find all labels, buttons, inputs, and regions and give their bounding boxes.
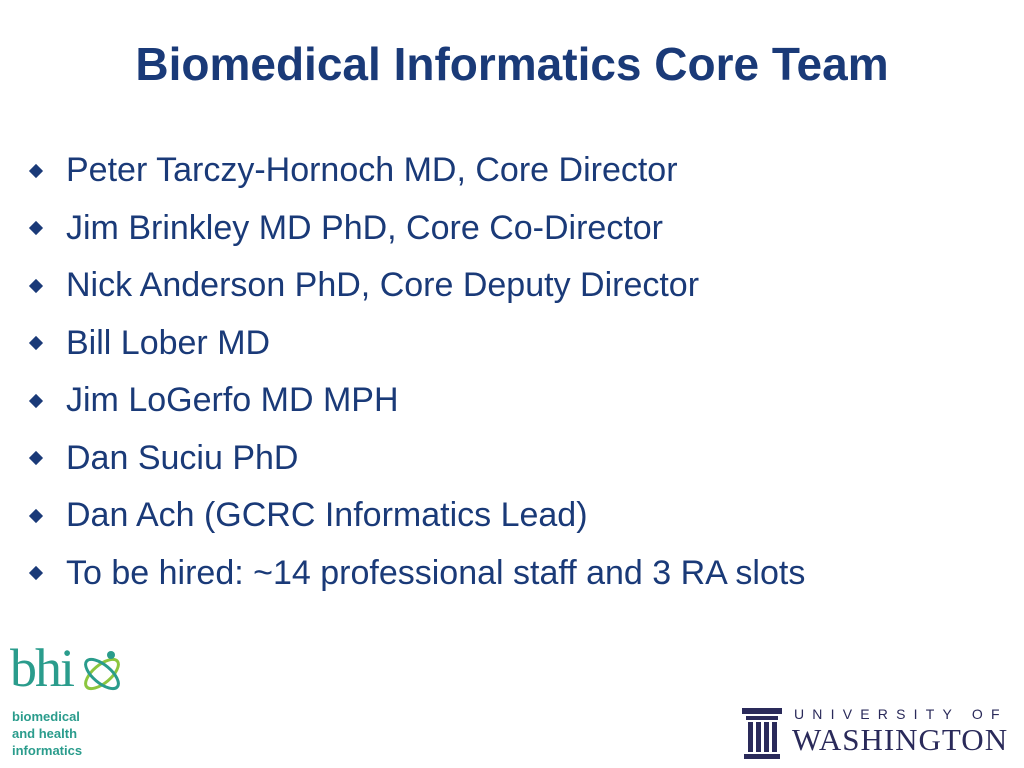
bullet-text: Dan Suciu PhD — [66, 438, 299, 477]
uw-logo — [740, 704, 1020, 760]
bullet-text: To be hired: ~14 professional staff and 3 RA slots — [66, 553, 806, 592]
bhi-logo-caption — [12, 708, 82, 759]
uw-logo-line1: UNIVERSITY OF — [794, 706, 1008, 722]
bullet-text: Jim Brinkley MD PhD, Core Co-Director — [66, 208, 663, 247]
diamond-bullet-icon — [29, 509, 43, 523]
bullet-item — [26, 257, 805, 315]
bhi-logo — [10, 638, 130, 762]
diamond-bullet-icon — [29, 451, 43, 465]
diamond-bullet-icon — [29, 164, 43, 178]
bhi-swirl-icon — [10, 642, 125, 702]
bullet-item — [26, 430, 805, 488]
diamond-bullet-icon — [29, 566, 43, 580]
bullet-item — [26, 200, 805, 258]
slide-title: Biomedical Informatics Core Team — [135, 38, 889, 90]
bullet-text: Peter Tarczy-Hornoch MD, Core Director — [66, 151, 678, 190]
bullet-text: Bill Lober MD — [66, 323, 271, 362]
uw-logo-line2: WASHINGTON — [792, 722, 1009, 757]
bullet-text: Nick Anderson PhD, Core Deputy Director — [66, 266, 700, 305]
bullet-list — [26, 142, 805, 602]
bullet-item — [26, 372, 805, 430]
diamond-bullet-icon — [29, 394, 43, 408]
bullet-text: Jim LoGerfo MD MPH — [66, 381, 399, 420]
bhi-logo-letters: bhi — [10, 638, 74, 698]
bullet-item — [26, 315, 805, 373]
bullet-item — [26, 142, 805, 200]
bullet-item — [26, 545, 805, 603]
diamond-bullet-icon — [29, 221, 43, 235]
bhi-caption-line: biomedical — [12, 709, 80, 724]
bullet-item — [26, 487, 805, 545]
bhi-caption-line: informatics — [12, 743, 83, 758]
column-emblem-icon — [740, 706, 784, 760]
bullet-text: Dan Ach (GCRC Informatics Lead) — [66, 496, 588, 535]
diamond-bullet-icon — [29, 279, 43, 293]
bhi-caption-line: and health — [12, 726, 78, 741]
bhi-logo-mark — [10, 638, 125, 702]
diamond-bullet-icon — [29, 336, 43, 350]
